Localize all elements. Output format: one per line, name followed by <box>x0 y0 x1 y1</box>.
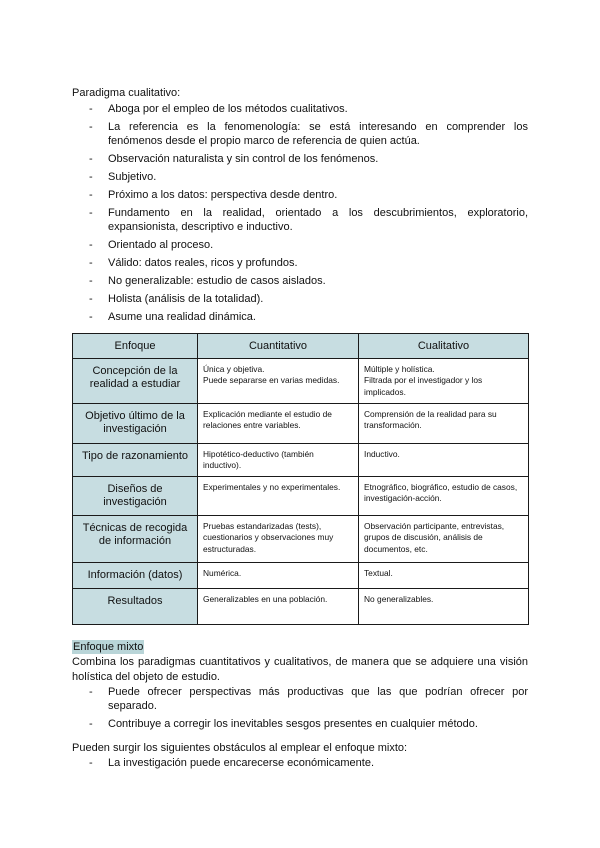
cell-cualitativo: Observación participante, entrevistas, grupos de discusión, análisis de documentos, etc. <box>359 516 529 563</box>
cell-cuantitativo: Única y objetiva. Puede separarse en varias medidas. <box>198 359 359 404</box>
row-label: Objetivo último de la investigación <box>73 404 198 444</box>
table-row <box>73 477 529 516</box>
cualitativo-list <box>72 102 528 324</box>
cell-cuantitativo: Generalizables en una población. <box>198 589 359 625</box>
mixto-intro: Combina los paradigmas cuantitativos y cualitativos, de manera que se adquiere una visión holística del objeto de estudio. <box>72 656 528 683</box>
list-item: - La investigación puede encarecerse económicamente. <box>89 757 374 769</box>
list-item: - La referencia es la fenomenología: se está interesando en comprender los fenómenos desde el propio marco de referencia de quien actúa. <box>89 121 528 147</box>
cell-cuantitativo: Experimentales y no experimentales. <box>198 477 359 516</box>
table-row <box>73 516 529 563</box>
row-label: Tipo de razonamiento <box>73 444 198 477</box>
table-row <box>73 404 529 444</box>
mixto-heading: Enfoque mixto <box>73 641 144 653</box>
list-item: - Puede ofrecer perspectivas más productivas que las que podrían ofrecer por separado. <box>89 686 528 712</box>
list-item: - Contribuye a corregir los inevitables sesgos presentes en cualquier método. <box>89 718 478 730</box>
header-cuantitativo: Cuantitativo <box>198 334 359 359</box>
cell-cuantitativo: Numérica. <box>198 563 359 589</box>
list-item: - Subjetivo. <box>89 171 157 183</box>
row-label: Información (datos) <box>73 563 198 589</box>
row-label: Técnicas de recogida de información <box>73 516 198 563</box>
cell-cuantitativo: Explicación mediante el estudio de relaciones entre variables. <box>198 404 359 444</box>
cell-cualitativo: No generalizables. <box>359 589 529 625</box>
list-item: - Observación naturalista y sin control de los fenómenos. <box>89 153 379 165</box>
cell-cualitativo: Textual. <box>359 563 529 589</box>
table-row <box>73 359 529 404</box>
row-label: Diseños de investigación <box>73 477 198 516</box>
cell-cualitativo: Inductivo. <box>359 444 529 477</box>
comparison-table <box>72 333 529 625</box>
cell-cuantitativo: Hipotético-deductivo (también inductivo). <box>198 444 359 477</box>
obstacles-intro: Pueden surgir los siguientes obstáculos al emplear el enfoque mixto: <box>72 742 408 754</box>
cualitativo-heading: Paradigma cualitativo: <box>72 87 181 99</box>
header-enfoque: Enfoque <box>73 334 198 359</box>
header-cualitativo: Cualitativo <box>359 334 529 359</box>
list-item: - No generalizable: estudio de casos aislados. <box>89 275 326 287</box>
table-row <box>73 444 529 477</box>
list-item: - Holista (análisis de la totalidad). <box>89 293 264 305</box>
list-item: - Aboga por el empleo de los métodos cualitativos. <box>89 103 348 115</box>
table-row <box>73 589 529 625</box>
document-page <box>72 86 528 774</box>
row-label: Resultados <box>73 589 198 625</box>
cell-cualitativo: Etnográfico, biográfico, estudio de casos, investigación-acción. <box>359 477 529 516</box>
table-row <box>73 563 529 589</box>
list-item: - Asume una realidad dinámica. <box>89 311 256 323</box>
row-label: Concepción de la realidad a estudiar <box>73 359 198 404</box>
table-header-row <box>73 334 529 359</box>
obstacles-list <box>72 756 528 770</box>
list-item: - Fundamento en la realidad, orientado a los descubrimientos, exploratorio, expansionista, descriptivo e inductivo. <box>89 207 528 233</box>
list-item: - Próximo a los datos: perspectiva desde dentro. <box>89 189 338 201</box>
list-item: - Válido: datos reales, ricos y profundos. <box>89 257 298 269</box>
list-item: - Orientado al proceso. <box>89 239 214 251</box>
cell-cualitativo: Múltiple y holística. Filtrada por el investigador y los implicados. <box>359 359 529 404</box>
cell-cuantitativo: Pruebas estandarizadas (tests), cuestionarios y observaciones muy estructuradas. <box>198 516 359 563</box>
mixto-list <box>72 685 528 731</box>
cell-cualitativo: Comprensión de la realidad para su transformación. <box>359 404 529 444</box>
